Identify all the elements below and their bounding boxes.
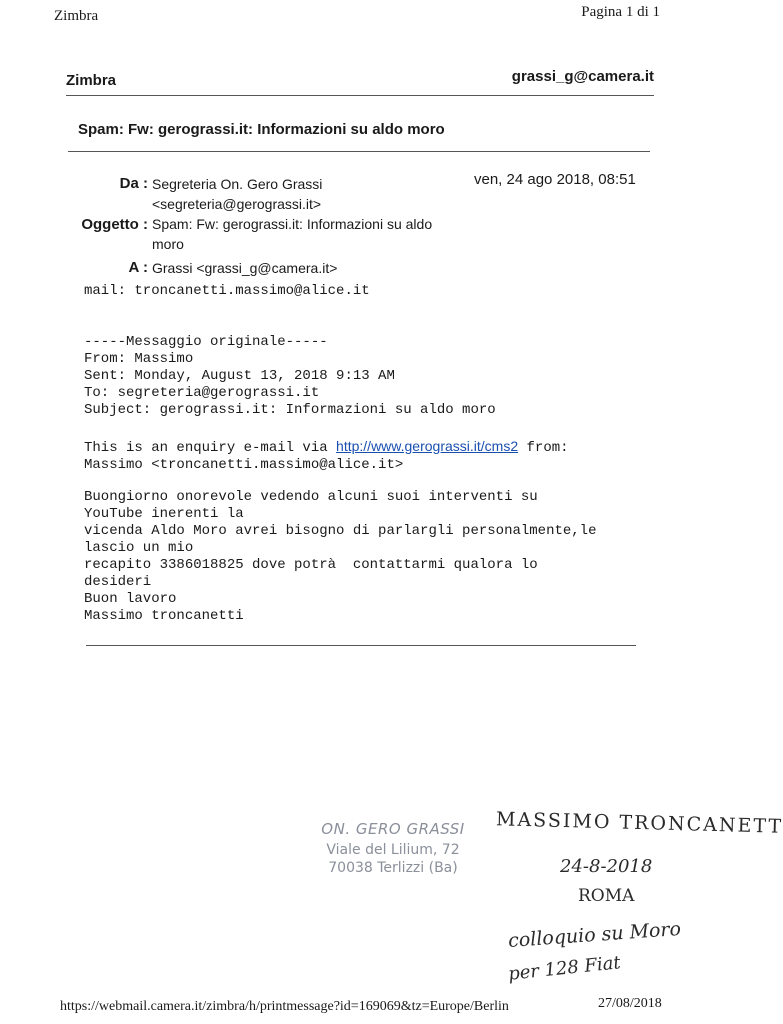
enquiry-block xyxy=(84,438,569,474)
to-label: A : xyxy=(128,259,148,276)
zimbra-title: Zimbra xyxy=(66,72,117,89)
subject-value-line: Spam: Fw: gerograssi.it: Informazioni su aldo xyxy=(152,216,433,232)
subject-value xyxy=(152,214,472,254)
body-end-divider xyxy=(86,645,636,646)
handwritten-note: per 128 Fiat xyxy=(507,952,622,985)
account-email: grassi_g@camera.it xyxy=(511,68,654,85)
message-line: recapito 3386018825 dove potrà contattarmi qualora lo xyxy=(84,557,538,573)
original-header-line: To: segreteria@gerograssi.it xyxy=(84,385,320,401)
from-value xyxy=(152,174,452,214)
subject-value-line: moro xyxy=(152,236,184,252)
message-line: Massimo troncanetti xyxy=(84,608,244,624)
message-body xyxy=(84,489,596,625)
enquiry-link[interactable]: http://www.gerograssi.it/cms2 xyxy=(336,438,519,454)
subject-divider xyxy=(68,151,650,152)
original-header-line: -----Messaggio originale----- xyxy=(84,334,328,350)
body-mail-line: mail: troncanetti.massimo@alice.it xyxy=(84,283,370,299)
print-header-page-number: Pagina 1 di 1 xyxy=(581,4,660,20)
from-name: Segreteria On. Gero Grassi xyxy=(152,176,323,192)
handwritten-note: colloquio su Moro xyxy=(507,917,682,953)
message-line: lascio un mio xyxy=(84,540,194,556)
message-line: Buon lavoro xyxy=(84,591,177,607)
from-email: <segreteria@gerograssi.it> xyxy=(152,196,322,212)
print-footer-url: https://webmail.camera.it/zimbra/h/printmessage?id=169069&tz=Europe/Berlin xyxy=(60,999,509,1014)
original-message-block xyxy=(84,334,496,419)
message-date: ven, 24 ago 2018, 08:51 xyxy=(474,171,636,188)
message-line: YouTube inerenti la xyxy=(84,506,244,522)
header-divider xyxy=(66,95,654,96)
enquiry-sender: Massimo <troncanetti.massimo@alice.it> xyxy=(84,457,404,473)
handwritten-name: MASSIMO TRONCANETT xyxy=(495,808,783,838)
handwritten-city: ROMA xyxy=(578,886,635,906)
stamp-name: ON. GERO GRASSI xyxy=(321,820,465,838)
print-footer-date: 27/08/2018 xyxy=(598,996,662,1011)
original-header-line: From: Massimo xyxy=(84,351,194,367)
handwritten-date: 24-8-2018 xyxy=(560,856,653,877)
stamp-street: Viale del Lilium, 72 xyxy=(326,842,460,858)
original-header-line: Subject: gerograssi.it: Informazioni su aldo moro xyxy=(84,402,496,418)
from-label: Da : xyxy=(119,175,148,192)
message-line: Buongiorno onorevole vedendo alcuni suoi interventi su xyxy=(84,489,538,505)
message-line: vicenda Aldo Moro avrei bisogno di parlargli personalmente,le xyxy=(84,523,597,539)
message-subject-title: Spam: Fw: gerograssi.it: Informazioni su aldo moro xyxy=(78,121,445,138)
enquiry-suffix: from: xyxy=(518,440,569,456)
enquiry-line xyxy=(84,438,569,457)
to-value: Grassi <grassi_g@camera.it> xyxy=(152,260,338,276)
message-line: desideri xyxy=(84,574,152,590)
address-stamp xyxy=(318,820,468,876)
print-header-app-name: Zimbra xyxy=(54,8,99,24)
enquiry-prefix: This is an enquiry e-mail via xyxy=(84,440,337,456)
stamp-city: 70038 Terlizzi (Ba) xyxy=(328,860,458,876)
subject-label: Oggetto : xyxy=(81,216,148,233)
original-header-line: Sent: Monday, August 13, 2018 9:13 AM xyxy=(84,368,395,384)
